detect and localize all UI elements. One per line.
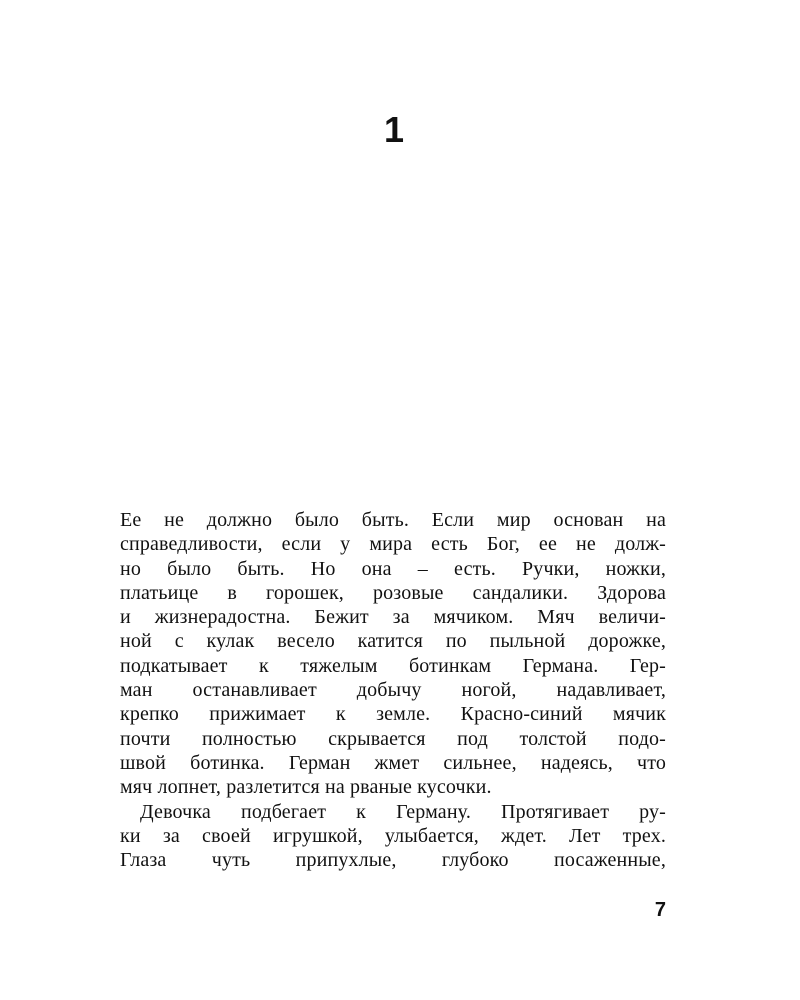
text-line: и жизнерадостна. Бежит за мячиком. Мяч величи- — [120, 606, 666, 629]
text-line: почти полностью скрывается под толстой подо- — [120, 727, 666, 750]
text-line: Ее не должно было быть. Если мир основан на — [120, 509, 666, 531]
text-line: платьице в горошек, розовые сандалики. Здорова — [120, 581, 666, 604]
text-line: крепко прижимает к земле. Красно-синий мячик — [120, 703, 666, 726]
text-line: Девочка подбегает к Герману. Протягивает ру- — [140, 800, 666, 823]
text-line: подкатывает к тяжелым ботинкам Германа. Гер- — [120, 654, 666, 677]
text-line: ман останавливает добычу ногой, надавливает, — [120, 679, 666, 702]
text-line: Глаза чуть припухлые, глубоко посаженные, — [120, 849, 666, 872]
page-number: 7 — [654, 899, 666, 921]
text-line: ной с кулак весело катится по пыльной дорожке, — [120, 630, 666, 653]
text-line: справедливости, если у мира есть Бог, ее не долж- — [120, 533, 666, 556]
chapter-number: 1 — [383, 109, 405, 150]
text-line: ки за своей игрушкой, улыбается, ждет. Лет трех. — [120, 824, 666, 847]
text-line: но было быть. Но она – есть. Ручки, ножки, — [120, 557, 666, 580]
body-text — [120, 508, 666, 872]
text-line: швой ботинка. Герман жмет сильнее, надеясь, что — [120, 751, 666, 774]
text-line: мяч лопнет, разлетится на рваные кусочки. — [120, 776, 492, 799]
